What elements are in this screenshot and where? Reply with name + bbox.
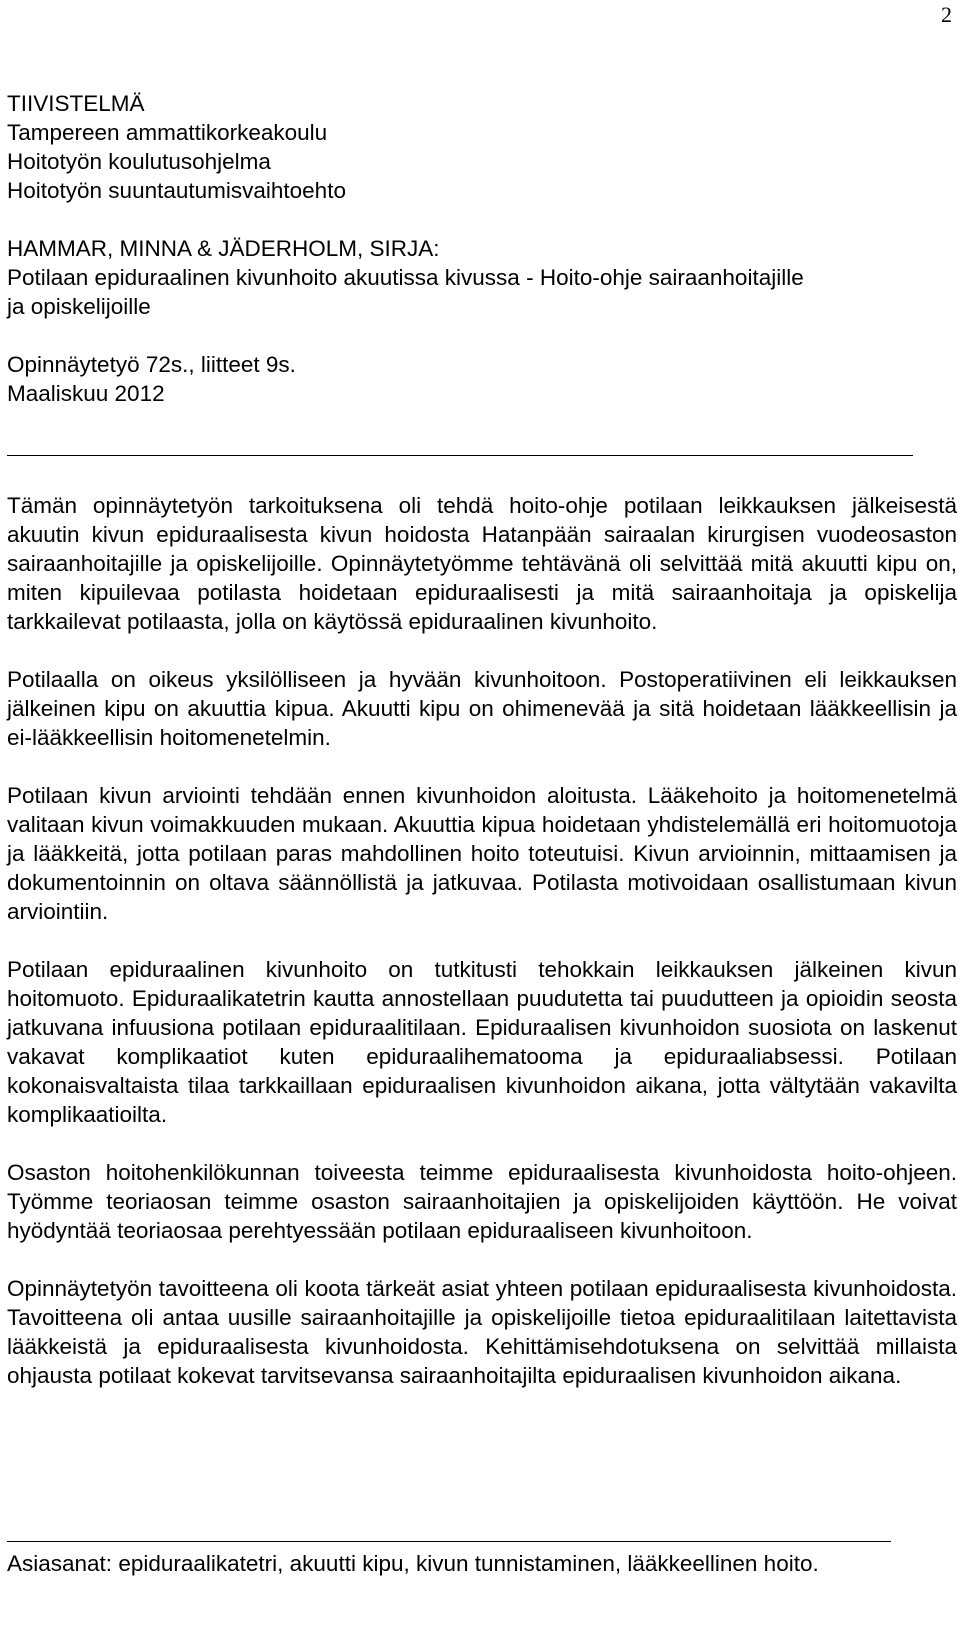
document-header	[7, 89, 957, 408]
keywords: Asiasanat: epiduraalikatetri, akuutti kipu, kivun tunnistaminen, lääkkeellinen hoito.	[7, 1551, 819, 1576]
abstract-paragraph-1: Tämän opinnäytetyön tarkoituksena oli tehdä hoito-ohje potilaan leikkauksen jälkeisestä akuutin kivun epiduraalisesta kivun hoidosta Hatanpään sairaalan kirurgisen vuodeosaston sairaanhoitajille ja opiskelijoille. Opinnäytetyömme tehtävänä oli selvittää mitä akuutti kipu on, miten kipuilevaa potilasta hoidetaan epiduraalisesti ja mitä sairaanhoitaja ja opiskelija tarkkailevat potilaasta, jolla on käytössä epiduraalinen kivunhoito.	[7, 493, 957, 634]
abstract-paragraph-3: Potilaan kivun arviointi tehdään ennen kivunhoidon aloitusta. Lääkehoito ja hoitomenetelmä valitaan kivun voimakkuuden mukaan. Akuuttia kipua hoidetaan yhdistelemällä eri hoitomuotoja ja lääkkeitä, jotta potilaan paras mahdollinen hoito toteutuisi. Kivun arvioinnin, mittaamisen ja dokumentoinnin on oltava säännöllistä ja jatkuvaa. Potilasta motivoidaan osallistumaan kivun arviointiin.	[7, 783, 957, 924]
specialization: Hoitotyön suuntautumisvaihtoehto	[7, 178, 346, 203]
spacer	[7, 205, 957, 234]
abstract-paragraph-2: Potilaalla on oikeus yksilölliseen ja hyvään kivunhoitoon. Postoperatiivinen eli leikkauksen jälkeinen kipu on akuuttia kipua. Akuutti kipu on ohimenevää ja sitä hoidetaan lääkkeellisin ja ei-lääkkeellisin hoitomenetelmin.	[7, 667, 957, 750]
thesis-date: Maaliskuu 2012	[7, 381, 165, 406]
top-divider	[7, 455, 913, 456]
spacer	[7, 321, 957, 350]
abstract-paragraph-6: Opinnäytetyön tavoitteena oli koota tärkeät asiat yhteen potilaan epiduraalisesta kivunhoidosta. Tavoitteena oli antaa uusille sairaanhoitajille ja opiskelijoille tietoa epiduraalitilaan laitettavista lääkkeistä ja epiduraalisesta kivunhoidosta. Kehittämisehdotuksena on selvittää millaista ohjausta potilaat kokevat tarvitsevansa sairaanhoitajilta epiduraalisen kivunhoidon aikana.	[7, 1276, 957, 1388]
abstract-heading: TIIVISTELMÄ	[7, 91, 145, 116]
abstract-paragraph-5: Osaston hoitohenkilökunnan toiveesta teimme epiduraalisesta kivunhoidosta hoito-ohjeen. Työmme teoriaosan teimme osaston sairaanhoitajien ja opiskelijoiden käyttöön. He voivat hyödyntää teoriaosaa perehtyessään potilaan epiduraaliseen kivunhoitoon.	[7, 1160, 957, 1243]
thesis-title-line-1: Potilaan epiduraalinen kivunhoito akuutissa kivussa - Hoito-ohje sairaanhoitajille	[7, 265, 804, 290]
abstract-paragraph-4: Potilaan epiduraalinen kivunhoito on tutkitusti tehokkain leikkauksen jälkeinen kivun hoitomuoto. Epiduraalikatetrin kautta annostellaan puudutetta tai puudutteen ja opioidin seosta jatkuvana infuusiona potilaan epiduraalitilaan. Epiduraalisen kivunhoidon suosiota on laskenut vakavat komplikaatiot kuten epiduraalihematooma ja epiduraaliabsessi. Potilaan kokonaisvaltaista tilaa tarkkaillaan epiduraalisen kivunhoidon aikana, jotta vältytään vakavilta komplikaatioilta.	[7, 957, 957, 1127]
thesis-authors: HAMMAR, MINNA & JÄDERHOLM, SIRJA:	[7, 236, 440, 261]
bottom-divider	[7, 1541, 891, 1542]
thesis-page-count: Opinnäytetyö 72s., liitteet 9s.	[7, 352, 296, 377]
degree-program: Hoitotyön koulutusohjelma	[7, 149, 271, 174]
page-number: 2	[941, 2, 952, 27]
institution-name: Tampereen ammattikorkeakoulu	[7, 120, 328, 145]
thesis-title-line-2: ja opiskelijoille	[7, 294, 151, 319]
abstract-body	[7, 491, 957, 1419]
